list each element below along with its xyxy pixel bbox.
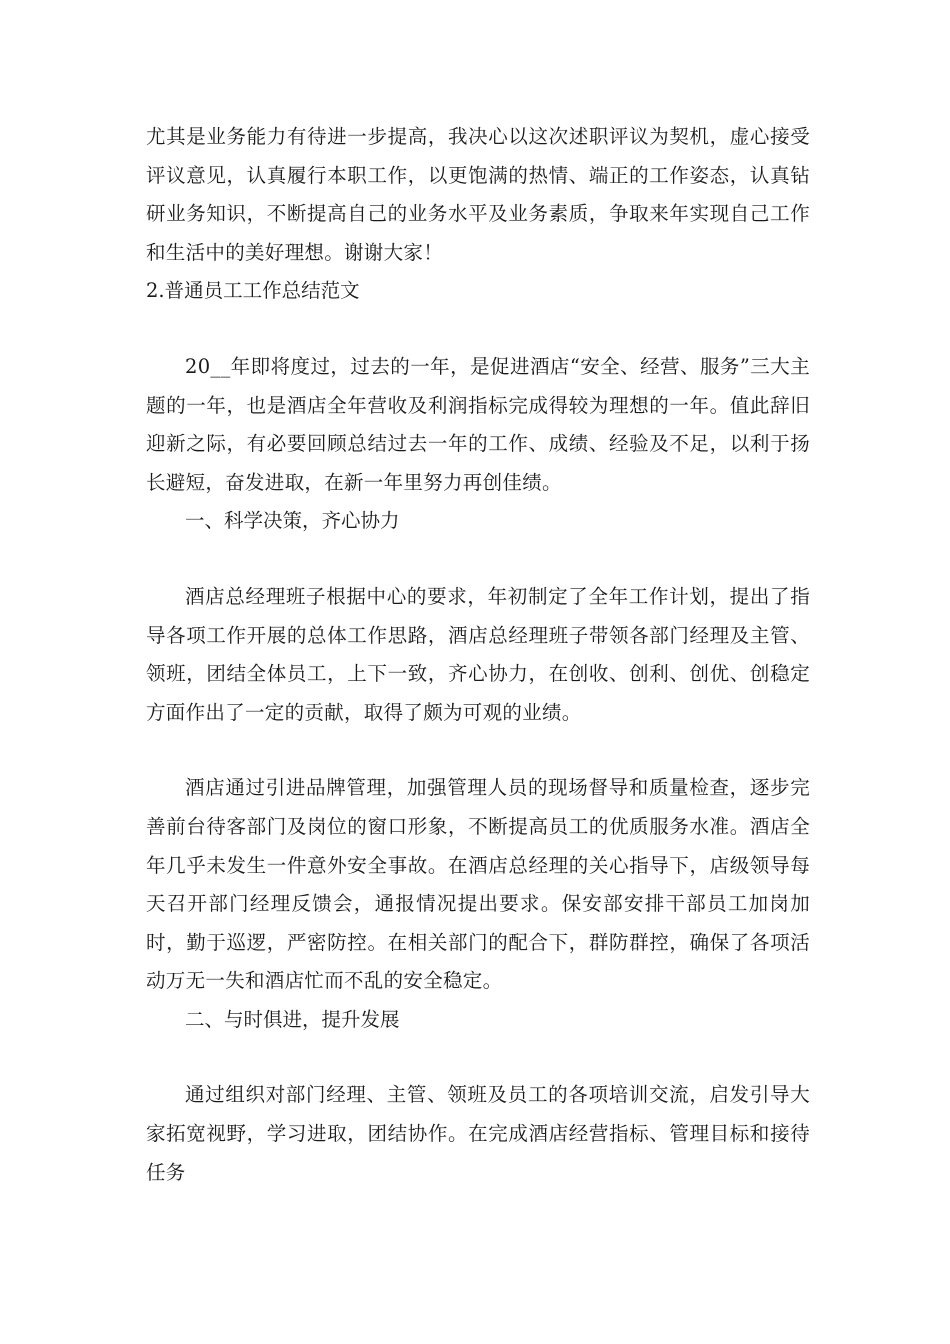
paragraph-brand-management: 酒店通过引进品牌管理，加强管理人员的现场督导和质量检查，逐步完善前台待客部门及岗位的窗口形象，不断提高员工的优质服务水准。酒店全年几乎未发生一件意外安全事故。在酒店总经理的关心指导下，店级领导每天召开部门经理反馈会，通报情况提出要求。保安部安排干部员工加岗加时，勤于巡逻，严密防控。在相关部门的配合下，群防群控，确保了各项活动万无一失和酒店忙而不乱的安全稳定。 (146, 776, 810, 993)
subsection-title-decision: 一、科学决策，齐心协力 (185, 509, 400, 533)
paragraph-training: 通过组织对部门经理、主管、领班及员工的各项培训交流，启发引导大家拓宽视野，学习进取，团结协作。在完成酒店经营指标、管理目标和接待任务 (146, 1083, 810, 1184)
paragraph-year-overview: 20__年即将度过，过去的一年，是促进酒店“安全、经营、服务”三大主题的一年，也是酒店全年营收及利润指标完成得较为理想的一年。值此辞旧迎新之际，有必要回顾总结过去一年的工作、成绩、经验及不足，以利于扬长避短，奋发进取，在新一年里努力再创佳绩。 (146, 354, 810, 494)
section-heading-summary-sample: 2.普通员工工作总结范文 (146, 279, 360, 303)
subsection-title-development: 二、与时俱进，提升发展 (185, 1007, 400, 1031)
document-body (146, 118, 810, 1192)
paragraph-management-team: 酒店总经理班子根据中心的要求，年初制定了全年工作计划，提出了指导各项工作开展的总体工作思路，酒店总经理班子带领各部门经理及主管、领班，团结全体员工，上下一致，齐心协力，在创收、创利、创优、创稳定方面作出了一定的贡献，取得了颇为可观的业绩。 (146, 584, 810, 724)
paragraph-closing-remarks: 尤其是业务能力有待进一步提高，我决心以这次述职评议为契机，虚心接受评议意见，认真履行本职工作，以更饱满的热情、端正的工作姿态，认真钻研业务知识，不断提高自己的业务水平及业务素质，争取来年实现自己工作和生活中的美好理想。谢谢大家！ (146, 125, 810, 264)
